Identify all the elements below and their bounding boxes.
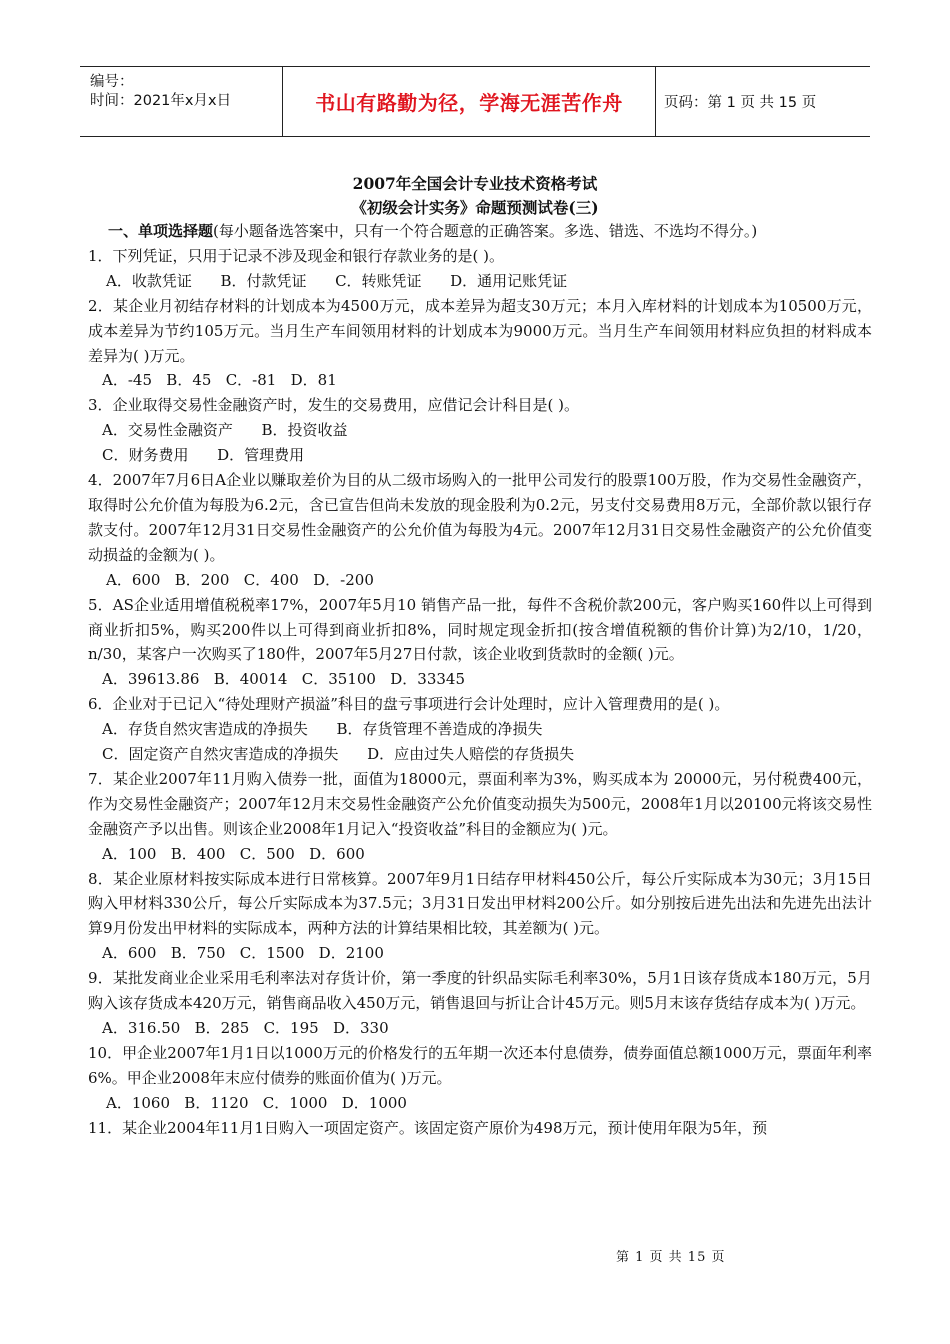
question-text: 2．某企业月初结存材料的计划成本为4500万元，成本差异为超支30万元；本月入库材料的计划成本为10500万元，成本差异为节约105万元。当月生产车间领用材料的计划成本为9000万元。当月生产车间领用材料应负担的材料成本差异为( )万元。 (88, 296, 872, 365)
time-label: 时间：2021年x月x日 (90, 93, 232, 109)
question-text: 3．企业取得交易性金融资产时，发生的交易费用，应借记会计科目是( )。 (88, 396, 580, 415)
question-text: 11．某企业2004年11月1日购入一项固定资产。该固定资产原价为498万元，预计使用年限为5年，预 (88, 1118, 768, 1137)
answer-options: A．存货自然灾害造成的净损失 B．存货管理不善造成的净损失 (102, 720, 543, 739)
answer-options: A．600 B．750 C．1500 D．2100 (102, 944, 384, 963)
question-text: 5．AS企业适用增值税税率17%，2007年5月10 销售产品一批，每件不含税价款200元，客户购买160件以上可得到商业折扣5%，购买200件以上可得到商业折扣8%，同时规定现金折扣(按含增值税额的售价计算)为2/10，1/20，n/30，某客户一次购买了180件，2007年5月27日付款，该企业收到货款时的金额( )元。 (88, 595, 872, 664)
section-heading: 一、单项选择题 (108, 222, 214, 240)
question-text: 8．某企业原材料按实际成本进行日常核算。2007年9月1日结存甲材料450公斤，每公斤实际成本为30元；3月15日购入甲材料330公斤，每公斤实际成本为37.5元；3月31日发出甲材料200公斤。如分别按后进先出法和先进先出法计算9月份发出甲材料的实际成本，两种方法的计算结果相比较，其差额为( )元。 (88, 869, 872, 938)
question-text: 4．2007年7月6日A企业以赚取差价为目的从二级市场购入的一批甲公司发行的股票100万股，作为交易性金融资产，取得时公允价值为每股为6.2元，含已宣告但尚未发放的现金股利为0.2元，另支付交易费用8万元，全部价款以银行存款支付。2007年12月31日交易性金融资产的公允价值为每股为4元。2007年12月31日交易性金融资产的公允价值变动损益的金额为( )。 (88, 471, 872, 564)
answer-options: A．39613.86 B．40014 C．35100 D．33345 (102, 670, 465, 689)
answer-options: C．固定资产自然灾害造成的净损失 D．应由过失人赔偿的存货损失 (102, 745, 575, 764)
section-instruction: (每小题备选答案中，只有一个符合题意的正确答案。多选、错选、不选均不得分。) (213, 222, 758, 240)
answer-options: C．财务费用 D．管理费用 (102, 446, 305, 465)
document-header (80, 66, 870, 137)
answer-options: A．收款凭证 B．付款凭证 C．转账凭证 D．通用记账凭证 (106, 271, 568, 290)
answer-options: A．100 B．400 C．500 D．600 (102, 844, 365, 863)
header-motto-cell (283, 67, 656, 136)
header-page-label: 页码：第 1 页 共 15 页 (664, 95, 817, 111)
answer-options: A．316.50 B．285 C．195 D．330 (102, 1019, 389, 1037)
code-label: 编号： (90, 74, 134, 90)
exam-content (88, 219, 872, 1141)
answer-options: A．1060 B．1120 C．1000 D．1000 (106, 1093, 407, 1112)
answer-options: A．600 B．200 C．400 D．-200 (106, 570, 374, 589)
question-text: 7．某企业2007年11月购入债券一批，面值为18000元，票面利率为3%，购买成本为 20000元，另付税费400元，作为交易性金融资产；2007年12月末交易性金融资产公允价值变动损失为500元，2008年1月以20100元将该交易性金融资产予以出售。则该企业2008年1月记入“投资收益”科目的金额应为( )元。 (88, 769, 872, 838)
question-list (88, 244, 872, 1141)
header-page-cell (656, 67, 870, 136)
exam-subtitle: 《初级会计实务》命题预测试卷(三) (351, 198, 599, 217)
question-text: 9．某批发商业企业采用毛利率法对存货计价，第一季度的针织品实际毛利率30%，5月1日该存货成本180万元，5月购入该存货成本420万元，销售商品收入450万元，销售退回与折让合计45万元。则5月末该存货结存成本为( )万元。 (88, 969, 872, 1013)
exam-title: 2007年全国会计专业技术资格考试 (352, 174, 598, 193)
question-text: 10．甲企业2007年1月1日以1000万元的价格发行的五年期一次还本付息债券，债券面值总额1000万元，票面年利率6%。甲企业2008年末应付债券的账面价值为( )万元。 (88, 1043, 872, 1087)
section-heading-line (88, 219, 872, 244)
header-motto: 书山有路勤为径，学海无涯苦作舟 (315, 91, 623, 115)
question-text: 6．企业对于已记入“待处理财产损溢”科目的盘亏事项进行会计处理时，应计入管理费用的是( )。 (88, 695, 730, 714)
page-footer: 第 1 页 共 15 页 (616, 1250, 726, 1265)
question-text: 1．下列凭证，只用于记录不涉及现金和银行存款业务的是( )。 (88, 246, 505, 265)
answer-options: A．交易性金融资产 B．投资收益 (102, 421, 348, 440)
answer-options: A．-45 B．45 C．-81 D．81 (102, 371, 337, 390)
header-meta (80, 67, 283, 136)
